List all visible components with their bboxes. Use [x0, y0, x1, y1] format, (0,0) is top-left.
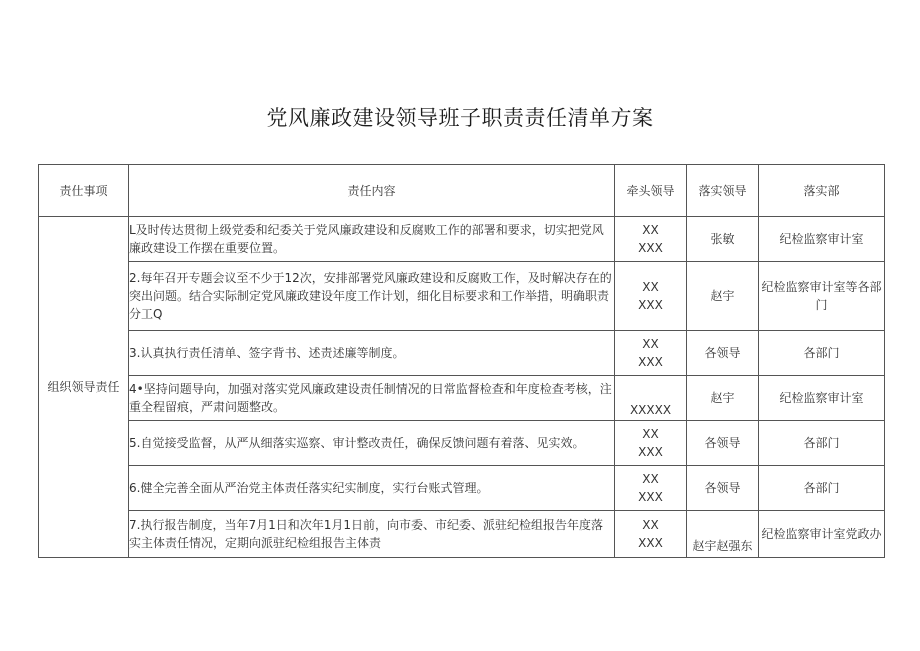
content-cell: 5.自觉接受监督，从严从细落实巡察、审计整改责任，确保反馈问题有着落、见实效。	[129, 421, 615, 466]
impl-leader-cell: 赵宇赵强东	[687, 511, 759, 558]
content-cell: 6.健全完善全面从严治党主体责任落实纪实制度，实行台账式管理。	[129, 466, 615, 511]
lead-leader-cell	[615, 331, 687, 376]
lead-leader-cell	[615, 511, 687, 558]
impl-leader-cell: 各领导	[687, 466, 759, 511]
dept-cell: 各部门	[759, 466, 885, 511]
dept-cell: 纪检监察审计室等各部门	[759, 262, 885, 331]
content-cell: 3.认真执行责任清单、签字背书、述责述廉等制度。	[129, 331, 615, 376]
table-row	[39, 421, 885, 466]
document-title: 党风廉政建设领导班子职责责任清单方案	[266, 106, 654, 130]
header-content: 责任内容	[129, 165, 615, 217]
impl-leader-cell: 各领导	[687, 421, 759, 466]
lead-leader-line: XXX	[638, 241, 663, 255]
impl-leader-cell: 赵宇	[687, 262, 759, 331]
dept-cell: 各部门	[759, 331, 885, 376]
category-cell: 组织领导责任	[39, 217, 129, 558]
lead-leader-line: XX	[642, 518, 659, 532]
lead-leader-line: XX	[642, 280, 659, 294]
table-row	[39, 331, 885, 376]
header-dept: 落实部	[759, 165, 885, 217]
lead-leader-line: XXX	[638, 490, 663, 504]
lead-leader-line: XXX	[638, 445, 663, 459]
table-row	[39, 376, 885, 421]
lead-leader-line: XXX	[638, 536, 663, 550]
lead-leader-cell: XXXXX	[615, 376, 687, 421]
dept-cell: 纪检监察审计室	[759, 376, 885, 421]
lead-leader-line: XX	[642, 223, 659, 237]
lead-leader-line: XX	[642, 427, 659, 441]
table-row	[39, 262, 885, 331]
content-cell: 2.每年召开专题会议至不少于12次，安排部署党风廉政建设和反腐败工作，及时解决存在的突出问题。结合实际制定党风廉政建设年度工作计划，细化目标要求和工作举措，明确职责分工Q	[129, 262, 615, 331]
table-row	[39, 217, 885, 262]
lead-leader-line: XXX	[638, 355, 663, 369]
lead-leader-cell	[615, 421, 687, 466]
header-item: 责仕事项	[39, 165, 129, 217]
lead-leader-line: XX	[642, 337, 659, 351]
lead-leader-line: XXX	[638, 298, 663, 312]
content-cell: 4•坚持问题导向，加强对落实党风廉政建设责任制情况的日常监督检查和年度检查考核，注重全程留痕，严肃问题整改。	[129, 376, 615, 421]
dept-cell: 纪检监察审计室党政办	[759, 511, 885, 558]
content-cell: 7.执行报告制度，当年7月1日和次年1月1日前，向市委、市纪委、派驻纪检组报告年度落实主体责任情况，定期向派驻纪检组报告主体责	[129, 511, 615, 558]
lead-leader-line: XX	[642, 472, 659, 486]
header-impl-leader: 落实领导	[687, 165, 759, 217]
lead-leader-cell	[615, 466, 687, 511]
header-row	[39, 165, 885, 217]
dept-cell: 各部门	[759, 421, 885, 466]
lead-leader-cell	[615, 262, 687, 331]
table-row	[39, 466, 885, 511]
impl-leader-cell: 赵宇	[687, 376, 759, 421]
header-lead-leader: 牵头领导	[615, 165, 687, 217]
impl-leader-cell: 各领导	[687, 331, 759, 376]
lead-leader-cell	[615, 217, 687, 262]
content-cell: L及时传达贯彻上级党委和纪委关于党风廉政建设和反腐败工作的部署和要求，切实把党风廉政建设工作摆在重要位置。	[129, 217, 615, 262]
dept-cell: 纪检监察审计室	[759, 217, 885, 262]
impl-leader-cell: 张敏	[687, 217, 759, 262]
table-row	[39, 511, 885, 558]
responsibility-table	[38, 164, 885, 558]
